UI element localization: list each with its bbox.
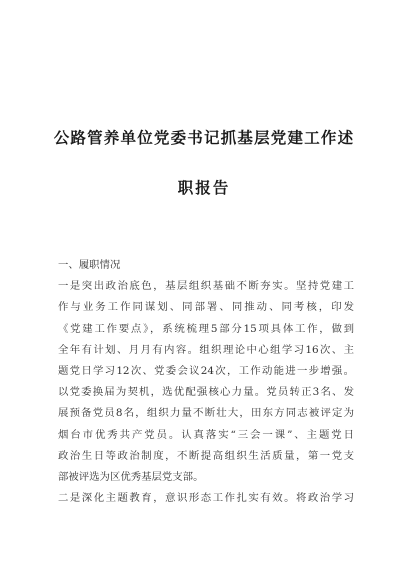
body-line: 部被评选为区优秀基层党支部。 — [58, 470, 204, 483]
body-line: 全年有计划、月月有内容。组织理论中心组学习16次、主 — [58, 343, 354, 356]
body-line: 烟台市优秀共产党员。认真落实“三会一课”、主题党日 — [58, 428, 354, 441]
body-line: 二是深化主题教育，意识形态工作扎实有效。将政治学习 — [58, 492, 354, 505]
body-line: 政治生日等政治制度，不断提高组织生活质量，第一党支 — [58, 449, 354, 462]
body-line: 作与业务工作同谋划、同部署、同推动、同考核，印发 — [58, 301, 354, 314]
body-line: 展预备党员8名，组织力量不断壮大，田东方同志被评定为 — [58, 407, 354, 420]
document-title-line-2: 职报告 — [177, 179, 231, 197]
document-body — [58, 255, 354, 509]
section-heading: 一、履职情况 — [58, 259, 121, 271]
document-title-line-1: 公路管养单位党委书记抓基层党建工作述 — [53, 129, 355, 147]
body-line: 以党委换届为契机，选优配强核心力量。党员转正3名、发 — [58, 386, 354, 399]
body-line: 题党日学习12次、党委会议24次，工作动能进一步增强。 — [58, 364, 354, 377]
body-line: 一是突出政治底色，基层组织基础不断夯实。坚持党建工 — [58, 280, 354, 293]
body-line: 《党建工作要点》，系统梳理5部分15项具体工作，做到 — [58, 322, 354, 335]
